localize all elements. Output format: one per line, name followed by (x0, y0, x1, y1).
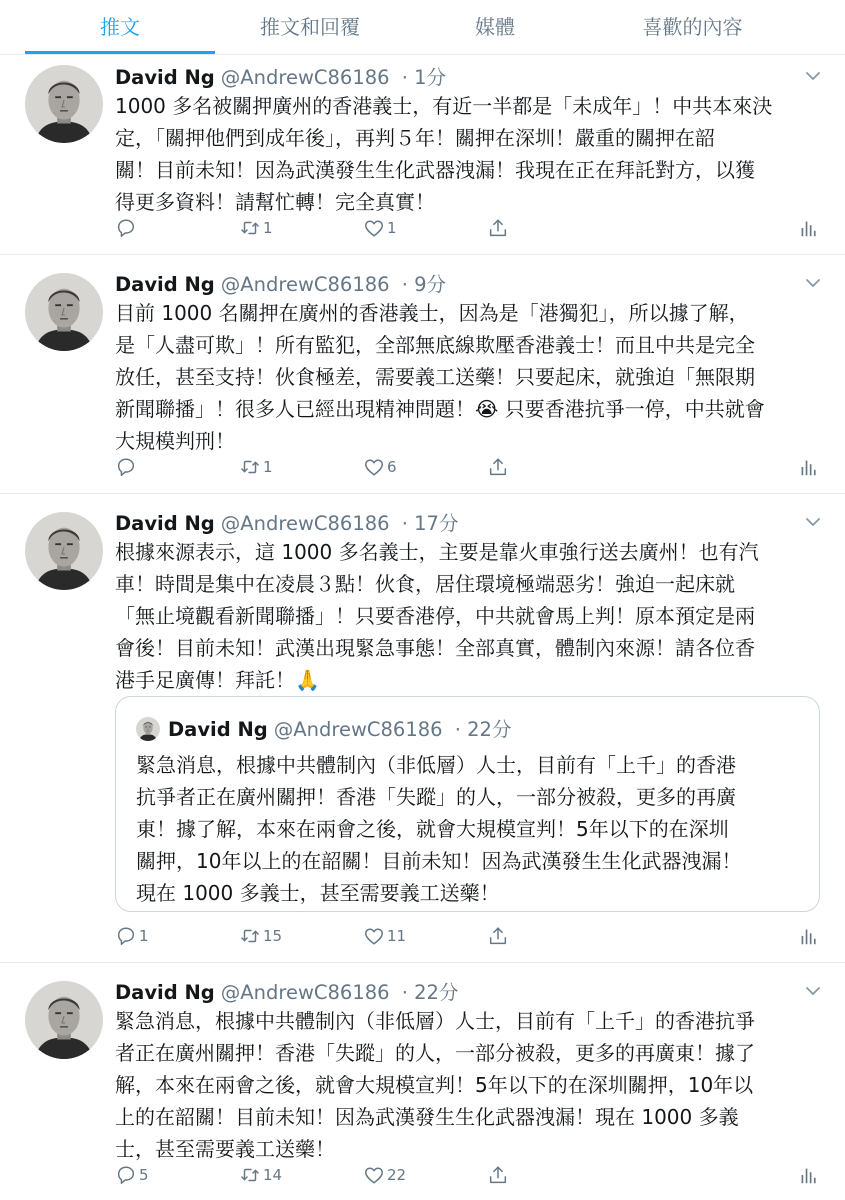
retweet-button[interactable] (239, 1162, 282, 1188)
avatar[interactable] (136, 717, 160, 741)
tweet-text-line: 抗爭者正在廣州關押！香港「失蹤」的人，一部分被殺，更多的再廣 (136, 785, 736, 809)
author-name: David Ng (168, 718, 268, 741)
share-button[interactable] (487, 923, 509, 949)
share-icon (487, 217, 509, 239)
chevron-down-icon[interactable] (804, 70, 822, 82)
tweet-text-line: 新聞聯播」！很多人已經出現精神問題！😭 只要香港抗爭一停，中共就會 (115, 397, 765, 421)
share-icon (487, 1164, 509, 1186)
reply-count: 5 (139, 1166, 149, 1184)
like-button[interactable] (363, 215, 397, 241)
analytics-button[interactable] (797, 923, 819, 949)
tweet-time[interactable]: · 1分 (401, 66, 447, 89)
analytics-button[interactable] (797, 1162, 819, 1188)
tweet-text-line: 根據來源表示，這 1000 多名義士，主要是靠火車強行送去廣州！也有汽 (115, 540, 759, 564)
tab-likes[interactable]: 喜歡的內容 (642, 15, 743, 39)
tweet-text-line: 上的在韶關！目前未知！因為武漢發生生化武器洩漏！現在 1000 多義 (115, 1105, 739, 1129)
profile-tabs (0, 0, 845, 55)
tweet[interactable] (0, 494, 845, 962)
retweet-button[interactable] (239, 215, 273, 241)
reply-button[interactable] (115, 923, 149, 949)
tweet-text-line: 現在 1000 多義士，甚至需要義工送藥！ (136, 881, 500, 905)
heart-icon (363, 925, 385, 947)
tab-media[interactable]: 媒體 (475, 15, 515, 39)
retweet-count: 15 (263, 927, 283, 945)
like-count: 6 (387, 458, 397, 476)
tweet-actions (115, 1162, 825, 1188)
tweet-text-line: 是「人盡可欺」！所有監犯，全部無底線欺壓香港義士！而且中共是完全 (115, 333, 755, 357)
author-name[interactable]: David Ng (115, 273, 215, 296)
share-icon (487, 456, 509, 478)
quoted-tweet-text (136, 749, 806, 909)
reply-button[interactable] (115, 1162, 149, 1188)
tweet-text-line: 會後！目前未知！武漢出現緊急事態！全部真實，體制內來源！請各位香 (115, 636, 755, 660)
avatar[interactable] (25, 512, 103, 590)
tweet-header (115, 508, 458, 536)
tweet-text (115, 297, 825, 457)
tweet-text-line: 「無止境觀看新聞聯播」！只要香港停，中共就會馬上判！原本預定是兩 (115, 604, 755, 628)
tweet-actions (115, 454, 825, 480)
retweet-button[interactable] (239, 923, 282, 949)
tweet-text-line: 目前 1000 名關押在廣州的香港義士，因為是「港獨犯」，所以據了解， (115, 301, 749, 325)
tweet-text-line: 緊急消息，根據中共體制內（非低層）人士，目前有「上千」的香港抗爭 (115, 1009, 755, 1033)
tweet-time[interactable]: · 17分 (401, 512, 459, 535)
retweet-button[interactable] (239, 454, 273, 480)
like-button[interactable] (363, 923, 406, 949)
retweet-icon (239, 1164, 261, 1186)
like-button[interactable] (363, 1162, 406, 1188)
tweet-text-line: 解，本來在兩會之後，就會大規模宣判！5年以下的在深圳關押，10年以 (115, 1073, 754, 1097)
retweet-count: 1 (263, 458, 273, 476)
reply-icon (115, 456, 137, 478)
tweet-text (115, 90, 825, 218)
author-handle: @AndrewC86186 (273, 718, 443, 741)
tweet-text-line: 1000 多名被關押廣州的香港義士，有近一半都是「未成年」！中共本來決 (115, 94, 773, 118)
tweet-text-line: 港手足廣傳！拜託！🙏 (115, 668, 320, 692)
share-icon (487, 925, 509, 947)
tweet-actions (115, 215, 825, 241)
reply-button[interactable] (115, 454, 139, 480)
analytics-icon (797, 1164, 819, 1186)
tweet[interactable] (0, 963, 845, 1200)
chevron-down-icon[interactable] (804, 516, 822, 528)
reply-icon (115, 1164, 137, 1186)
share-button[interactable] (487, 1162, 509, 1188)
avatar[interactable] (25, 273, 103, 351)
tweet-text-line: 定，「關押他們到成年後」，再判５年！關押在深圳！嚴重的關押在韶 (115, 126, 715, 150)
tweet-header (115, 977, 458, 1005)
analytics-icon (797, 925, 819, 947)
tweet-text (115, 1005, 825, 1165)
share-button[interactable] (487, 215, 509, 241)
avatar[interactable] (25, 65, 103, 143)
tweet-text-line: 者正在廣州關押！香港「失蹤」的人，一部分被殺，更多的再廣東！據了 (115, 1041, 755, 1065)
like-count: 11 (387, 927, 407, 945)
retweet-count: 14 (263, 1166, 283, 1184)
tweet-text-line: 緊急消息，根據中共體制內（非低層）人士，目前有「上千」的香港 (136, 753, 736, 777)
tweet-text-line: 關！目前未知！因為武漢發生生化武器洩漏！我現在正在拜託對方，以獲 (115, 158, 755, 182)
author-handle[interactable]: @AndrewC86186 (220, 66, 390, 89)
tweet[interactable] (0, 54, 845, 254)
chevron-down-icon[interactable] (804, 277, 822, 289)
like-button[interactable] (363, 454, 397, 480)
tweet[interactable] (0, 255, 845, 493)
author-name[interactable]: David Ng (115, 981, 215, 1004)
tab-tweets-and-replies[interactable]: 推文和回覆 (260, 15, 360, 39)
tweet-text-line: 車！時間是集中在凌晨３點！伙食，居住環境極端惡劣！強迫一起床就 (115, 572, 735, 596)
avatar[interactable] (25, 981, 103, 1059)
retweet-icon (239, 456, 261, 478)
reply-count: 1 (139, 927, 149, 945)
heart-icon (363, 456, 385, 478)
reply-icon (115, 217, 137, 239)
reply-button[interactable] (115, 215, 139, 241)
author-handle[interactable]: @AndrewC86186 (220, 273, 390, 296)
tweet-header (115, 269, 446, 297)
tweet-time: · 22分 (454, 718, 512, 741)
chevron-down-icon[interactable] (804, 985, 822, 997)
tweet-text-line: 得更多資料！請幫忙轉！完全真實！ (115, 190, 435, 214)
quoted-tweet[interactable] (115, 696, 820, 912)
retweet-icon (239, 925, 261, 947)
tweet-text-line: 關押，10年以上的在韶關！目前未知！因為武漢發生生化武器洩漏！ (136, 849, 742, 873)
author-name[interactable]: David Ng (115, 512, 215, 535)
retweet-count: 1 (263, 219, 273, 237)
tweet-text-line: 大規模判刑！ (115, 429, 235, 453)
author-handle[interactable]: @AndrewC86186 (220, 981, 390, 1004)
analytics-button[interactable] (797, 215, 819, 241)
tweet-actions (115, 923, 825, 949)
quoted-tweet-header (168, 714, 511, 742)
tweet-text-line: 東！據了解，本來在兩會之後，就會大規模宣判！5年以下的在深圳 (136, 817, 729, 841)
heart-icon (363, 1164, 385, 1186)
heart-icon (363, 217, 385, 239)
author-handle[interactable]: @AndrewC86186 (220, 512, 390, 535)
author-name[interactable]: David Ng (115, 66, 215, 89)
retweet-icon (239, 217, 261, 239)
like-count: 1 (387, 219, 397, 237)
tweet-text-line: 放任，甚至支持！伙食極差，需要義工送藥！只要起床，就強迫「無限期 (115, 365, 755, 389)
tab-tweets[interactable]: 推文 (100, 15, 140, 39)
tweet-time[interactable]: · 22分 (401, 981, 459, 1004)
tweet-time[interactable]: · 9分 (401, 273, 447, 296)
tweet-text-line: 士，甚至需要義工送藥！ (115, 1137, 335, 1161)
tweet-header (115, 62, 446, 90)
analytics-button[interactable] (797, 454, 819, 480)
share-button[interactable] (487, 454, 509, 480)
tweet-text (115, 536, 825, 696)
analytics-icon (797, 456, 819, 478)
analytics-icon (797, 217, 819, 239)
like-count: 22 (387, 1166, 407, 1184)
reply-icon (115, 925, 137, 947)
